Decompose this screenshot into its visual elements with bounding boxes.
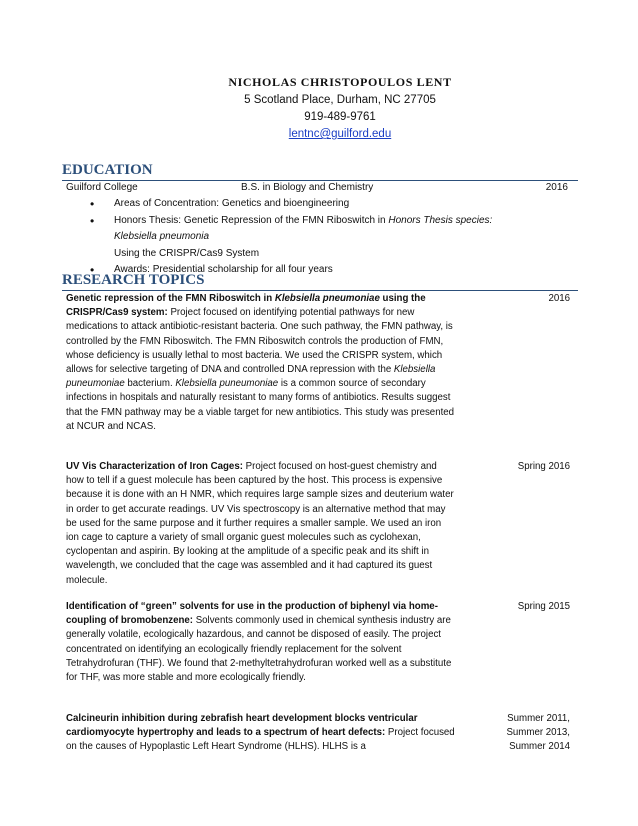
- education-row: [66, 182, 568, 196]
- entry-description: Calcineurin inhibition during zebrafish heart development blocks ventricular cardiomyocyte hypertrophy and leads to a spectrum of heart defects: Project focused on the causes of Hypoplastic Left Heart Syndrome (HLHS). HLHS is a: [66, 713, 455, 753]
- graduation-year: 2016: [545, 182, 568, 193]
- entry-description: Identification of “green” solvents for use in the production of biphenyl via home-coupling of bromobenzene: Solvents commonly used in chemical synthesis industry are generally volatile, ecologically hazardous, and cannot be disposed of easily. The project concentrated on identifying an ecologically friendly replacement for the solvent Tetrahydrofuran (THF). We found that 2-methyltetrahydrofuran worked well as a substitute for THF, was more stable and more ecologically friendly.: [66, 601, 452, 684]
- research-entry-3: [66, 600, 570, 685]
- research-entry-2: [66, 460, 570, 588]
- education-heading: EDUCATION: [62, 162, 153, 178]
- entry-date: 2016: [548, 293, 570, 304]
- species-name: Honors Thesis species: Klebsiella pneumonia: [114, 214, 493, 242]
- list-item: • Areas of Concentration: Genetics and bioengineering: [84, 196, 514, 213]
- education-rule: [62, 180, 578, 181]
- address: 5 Scotland Place, Durham, NC 27705: [244, 94, 436, 106]
- entry-description: UV Vis Characterization of Iron Cages: Project focused on host-guest chemistry and how to tell if a guest molecule has been captured by the host. This process is expensive because it is done with an H NMR, which requires large sample sizes and deuterium water in order to get accurate readings. UV Vis spectroscopy is an alternative method that may be used for the same purpose and it further requires a smaller sample. We used an iron ion cage to capture a variety of small organic guest molecules such as cyclohexan, cyclopentan and aspirin. By looking at the amplitude of a specific peak and its shift in wavelength, we concluded that the cage was assembled and it had captured its guest molecule.: [66, 461, 454, 586]
- research-entry-1: [66, 292, 570, 434]
- species-name: Klebsiella puneumoniae: [66, 364, 436, 390]
- species-name: Klebsiella pneumoniae: [274, 293, 380, 304]
- entry-date: Summer 2011, Summer 2013, Summer 2014: [506, 713, 570, 753]
- candidate-name: NICHOLAS CHRISTOPOULOS LENT: [228, 75, 452, 89]
- school-name: Guilford College: [66, 182, 138, 193]
- research-heading: RESEARCH TOPICS: [62, 272, 205, 288]
- species-name: Klebsiella puneumoniae: [175, 378, 279, 390]
- research-entry-4: [66, 712, 570, 755]
- entry-date: Spring 2015: [517, 601, 570, 612]
- phone-number: 919-489-9761: [304, 111, 376, 123]
- entry-description: Genetic repression of the FMN Riboswitch in Klebsiella pneumoniae using the CRISPR/Cas9 system: Project focused on identifying potential pathways for new medications to attack antibiotic-resistant bacteria. One such pathway, the FMN pathway, is controlled by the FMN Riboswitch. The FMN Riboswitch controls the production of FMN, whose deficiency is usually lethal to most bacteria. We used the CRISPR system, which allows for selective targeting of DNA and controlled DNA repression with the Klebsiella puneumoniae bacterium. Klebsiella puneumoniae is a common source of secondary infections in hospitals and naturally resistant to many forms of antibiotics. Results suggest that the FMN pathway may be a viable target for new antibiotics. This study was presented at NCUR and NCAS.: [66, 293, 455, 432]
- education-bullets: [84, 196, 514, 279]
- entry-date: Spring 2016: [517, 461, 570, 472]
- list-item: • Honors Thesis: Genetic Repression of the FMN Riboswitch in Honors Thesis species: Klebsiella pneumonia Using the CRISPR/Cas9 System: [84, 213, 514, 263]
- degree: B.S. in Biology and Chemistry: [241, 182, 374, 193]
- research-rule: [62, 290, 578, 291]
- email-link[interactable]: lentnc@guilford.edu: [288, 128, 392, 140]
- list-item: • Awards: Presidential scholarship for all four years: [84, 262, 514, 279]
